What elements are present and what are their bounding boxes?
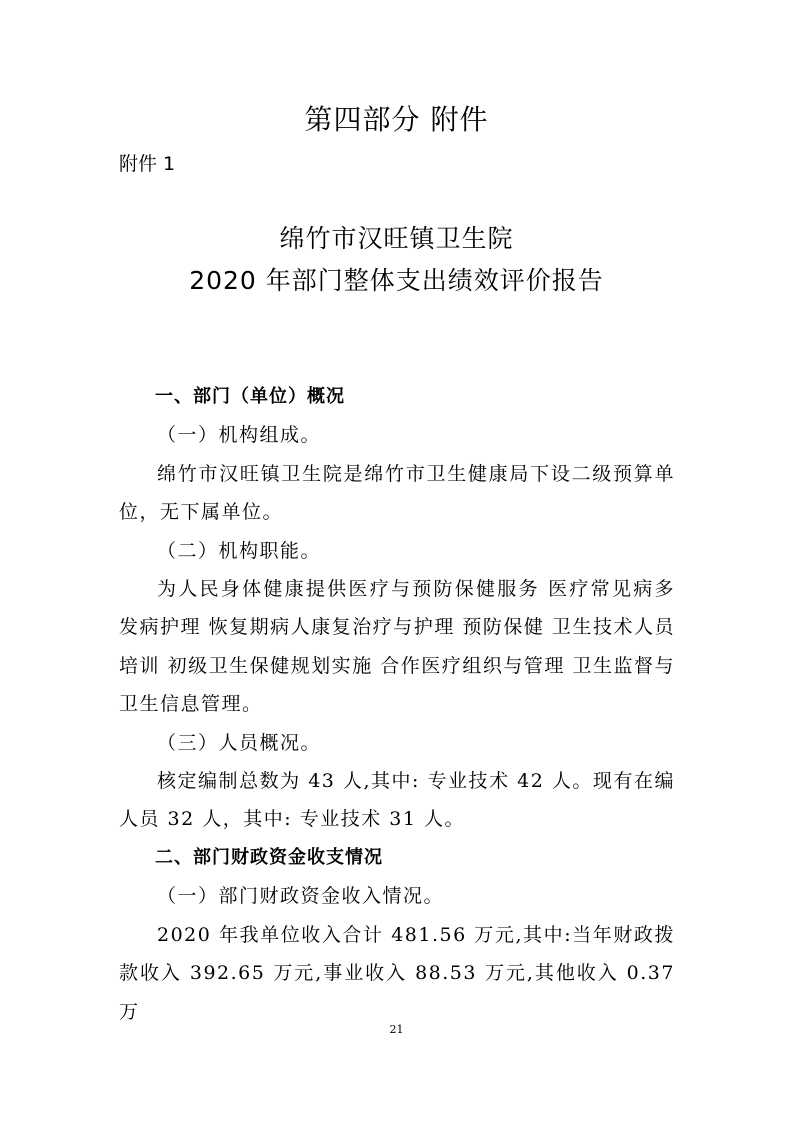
paragraph-organization: 绵竹市汉旺镇卫生院是绵竹市卫生健康局下设二级预算单位，无下属单位。: [119, 462, 675, 524]
subsection-heading-income: （一）部门财政资金收入情况。: [157, 885, 445, 908]
paragraph-income: 2020 年我单位收入合计 481.56 万元,其中:当年财政拨款收入 392.65 万元,事业收入 88.53 万元,其他收入 0.37 万: [119, 923, 675, 1023]
paragraph-functions: 为人民身体健康提供医疗与预防保健服务 医疗常见病多发病护理 恢复期病人康复治疗与护理 预防保健 卫生技术人员培训 初级卫生保健规划实施 合作医疗组织与管理 卫生监督与卫生信息管理。: [119, 578, 675, 716]
section-heading-finance: 二、部门财政资金收支情况: [155, 846, 383, 868]
subsection-heading-staff: （三）人员概况。: [157, 731, 322, 754]
report-body: [119, 378, 675, 1031]
subsection-heading-functions: （二）机构职能。: [157, 539, 322, 562]
paragraph-staff: 核定编制总数为 43 人,其中: 专业技术 42 人。现有在编人员 32 人，其中: 专业技术 31 人。: [119, 770, 675, 831]
attachment-label: 附件 1: [119, 153, 176, 175]
report-title-line1: 绵竹市汉旺镇卫生院: [279, 224, 514, 253]
report-title-line2: 2020 年部门整体支出绩效评价报告: [189, 266, 604, 295]
part-title: 第四部分 附件: [304, 103, 489, 136]
section-heading-overview: 一、部门（单位）概况: [155, 386, 345, 407]
subsection-heading-organization: （一）机构组成。: [157, 424, 322, 447]
page-number: 21: [389, 1023, 404, 1036]
